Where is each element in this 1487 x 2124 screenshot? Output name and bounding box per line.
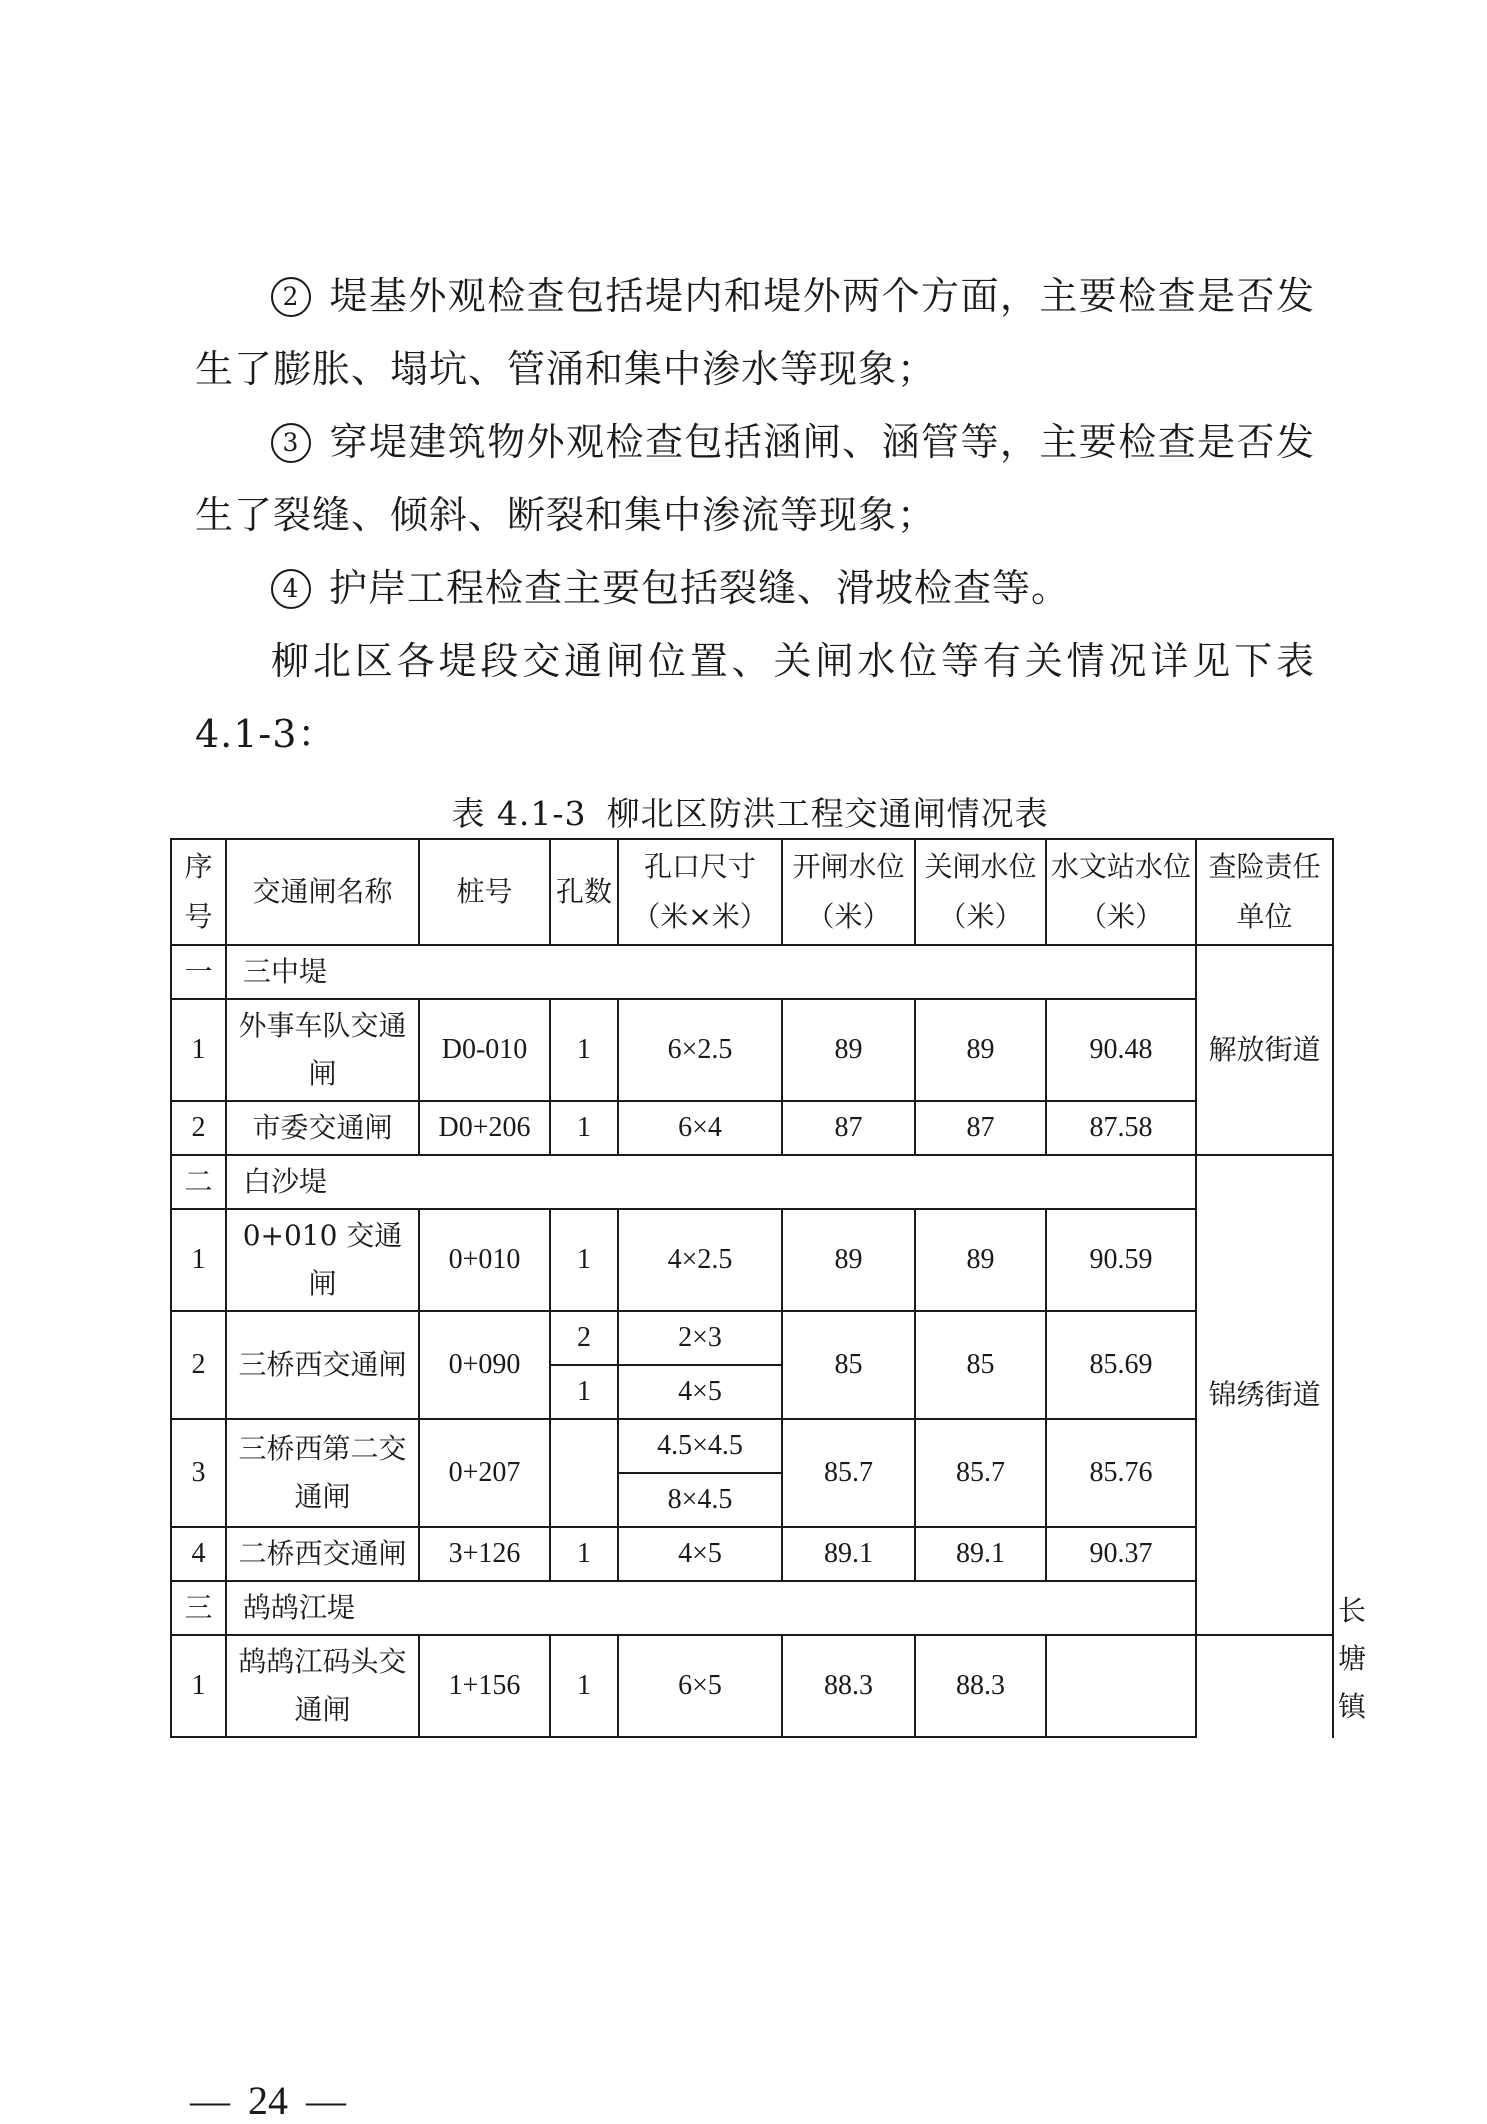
- header-cell: 开闸水位（米）: [782, 839, 915, 945]
- pile-no: 0+010: [419, 1209, 550, 1311]
- header-cell: 孔数: [550, 839, 618, 945]
- opening-size: 4×2.5: [618, 1209, 782, 1311]
- table-row: [171, 1311, 1333, 1365]
- item-3-text: 穿堤建筑物外观检查包括涵闸、涵管等，主要检查是否发生了裂缝、倾斜、断裂和集中渗流等现象；: [195, 420, 1315, 537]
- header-cell: 查险责任单位: [1196, 839, 1333, 945]
- pile-no: D0+206: [419, 1101, 550, 1155]
- page-footer: [190, 2077, 364, 2124]
- header-cell: 序号: [171, 839, 226, 945]
- station-level: 87.58: [1046, 1101, 1196, 1155]
- body-text: [195, 260, 1315, 771]
- row-no: 2: [171, 1311, 226, 1419]
- station-level: 85.76: [1046, 1419, 1196, 1527]
- section-row: 三 鸪鸪江堤 长塘镇: [171, 1581, 1333, 1635]
- intro-paragraph: 柳北区各堤段交通闸位置、关闸水位等有关情况详见下表4.1-3：: [195, 639, 1315, 756]
- section-row: [171, 1155, 1333, 1209]
- item-3-marker: 3: [271, 423, 311, 463]
- opening-size: 6×5: [618, 1635, 782, 1737]
- row-no: 2: [171, 1101, 226, 1155]
- hole-count: [550, 1419, 618, 1527]
- gate-name: 0+010 交通闸: [226, 1209, 419, 1311]
- table-row: [171, 1635, 1333, 1737]
- close-level: 89: [915, 999, 1046, 1101]
- row-no: 3: [171, 1419, 226, 1527]
- station-level: 90.59: [1046, 1209, 1196, 1311]
- row-no: 4: [171, 1527, 226, 1581]
- close-level: 89: [915, 1209, 1046, 1311]
- open-level: 85.7: [782, 1419, 915, 1527]
- open-level: 88.3: [782, 1635, 915, 1737]
- hole-count: 2: [550, 1311, 618, 1365]
- header-cell: 水文站水位（米）: [1046, 839, 1196, 945]
- open-level: 85: [782, 1311, 915, 1419]
- gate-name: 市委交通闸: [226, 1101, 419, 1155]
- gate-name: 三桥西第二交通闸: [226, 1419, 419, 1527]
- pile-no: 0+207: [419, 1419, 550, 1527]
- table-caption: [170, 788, 1330, 835]
- opening-size: 8×4.5: [618, 1473, 782, 1527]
- opening-size: 6×4: [618, 1101, 782, 1155]
- item-4-text: 护岸工程检查主要包括裂缝、滑坡检查等。: [329, 566, 1071, 610]
- station-level: [1046, 1635, 1196, 1737]
- close-level: 85: [915, 1311, 1046, 1419]
- header-cell: 关闸水位（米）: [915, 839, 1046, 945]
- table-row: [171, 1527, 1333, 1581]
- item-2: [195, 260, 1315, 406]
- table-row: [171, 999, 1333, 1101]
- hole-count: 1: [550, 1101, 618, 1155]
- hole-count: 1: [550, 1209, 618, 1311]
- gate-name: 鸪鸪江码头交通闸: [226, 1635, 419, 1737]
- station-level: 85.69: [1046, 1311, 1196, 1419]
- footer-dash-right: —: [306, 2078, 346, 2123]
- hole-count: 1: [550, 999, 618, 1101]
- close-level: 87: [915, 1101, 1046, 1155]
- open-level: 87: [782, 1101, 915, 1155]
- header-cell: 桩号: [419, 839, 550, 945]
- open-level: 89: [782, 1209, 915, 1311]
- station-level: 90.37: [1046, 1527, 1196, 1581]
- open-level: 89: [782, 999, 915, 1101]
- gate-name: 二桥西交通闸: [226, 1527, 419, 1581]
- opening-size: 4×5: [618, 1365, 782, 1419]
- table-row: [171, 1209, 1333, 1311]
- row-no: 1: [171, 999, 226, 1101]
- item-4: [195, 552, 1315, 625]
- header-cell: 孔口尺寸（米×米）: [618, 839, 782, 945]
- close-level: 89.1: [915, 1527, 1046, 1581]
- hole-count: 1: [550, 1635, 618, 1737]
- gate-name: 三桥西交通闸: [226, 1311, 419, 1419]
- table-row: [171, 1101, 1333, 1155]
- table-caption-number: 表 4.1-3: [451, 794, 587, 833]
- station-level: 90.48: [1046, 999, 1196, 1101]
- hole-count: 1: [550, 1365, 618, 1419]
- opening-size: 2×3: [618, 1311, 782, 1365]
- footer-dash-left: —: [190, 2078, 230, 2123]
- close-level: 88.3: [915, 1635, 1046, 1737]
- item-3: [195, 406, 1315, 552]
- table-caption-title: 柳北区防洪工程交通闸情况表: [606, 794, 1049, 833]
- section-index: 三: [171, 1581, 226, 1635]
- page-number: 24: [248, 2078, 288, 2123]
- gate-table: [170, 838, 1367, 1738]
- close-level: 85.7: [915, 1419, 1046, 1527]
- section-name: 鸪鸪江堤: [226, 1581, 1196, 1635]
- gate-name: 外事车队交通闸: [226, 999, 419, 1101]
- section-index: 二: [171, 1155, 226, 1209]
- section-name: 三中堤: [226, 945, 1196, 999]
- pile-no: D0-010: [419, 999, 550, 1101]
- hole-count: 1: [550, 1527, 618, 1581]
- header-cell: 交通闸名称: [226, 839, 419, 945]
- section-row: [171, 945, 1333, 999]
- pile-no: 0+090: [419, 1311, 550, 1419]
- table-row: [171, 1419, 1333, 1473]
- section-name: 白沙堤: [226, 1155, 1196, 1209]
- item-4-marker: 4: [271, 569, 311, 609]
- row-no: 1: [171, 1209, 226, 1311]
- item-2-marker: 2: [271, 277, 311, 317]
- section-index: 一: [171, 945, 226, 999]
- table-header-row: [171, 839, 1333, 945]
- responsible-unit: 锦绣街道: [1196, 1155, 1333, 1635]
- opening-size: 4.5×4.5: [618, 1419, 782, 1473]
- pile-no: 1+156: [419, 1635, 550, 1737]
- opening-size: 4×5: [618, 1527, 782, 1581]
- open-level: 89.1: [782, 1527, 915, 1581]
- item-2-text: 堤基外观检查包括堤内和堤外两个方面，主要检查是否发生了膨胀、塌坑、管涌和集中渗水等现象；: [195, 274, 1315, 391]
- responsible-unit: 解放街道: [1196, 945, 1333, 1155]
- row-no: 1: [171, 1635, 226, 1737]
- pile-no: 3+126: [419, 1527, 550, 1581]
- opening-size: 6×2.5: [618, 999, 782, 1101]
